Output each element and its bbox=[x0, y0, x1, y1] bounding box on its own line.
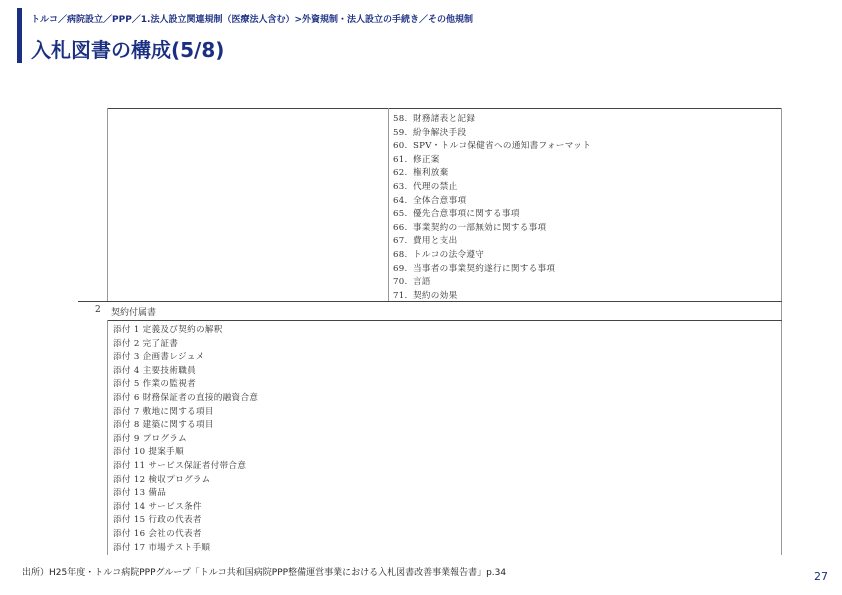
annex-item: 添付 8 建築に関する項目 bbox=[113, 420, 214, 431]
clause-text: 優先合意事項に関する事項 bbox=[413, 209, 520, 220]
annex-item: 添付 9 プログラム bbox=[113, 433, 188, 444]
annex-item: 添付 14 サービス条件 bbox=[113, 501, 202, 512]
clause-number: 61. bbox=[393, 154, 408, 165]
clause-text: 修正案 bbox=[413, 154, 440, 165]
annex-item: 添付 13 備品 bbox=[113, 488, 167, 499]
clause-number: 67. bbox=[393, 236, 408, 247]
annex-item: 添付 11 サービス保証者付帯合意 bbox=[113, 461, 247, 471]
clause-item bbox=[393, 234, 457, 246]
table-column-divider bbox=[388, 108, 389, 301]
clause-number: 70. bbox=[393, 277, 408, 288]
accent-bar bbox=[17, 8, 22, 63]
clause-text: 当事者の事業契約遂行に関する事項 bbox=[413, 263, 556, 274]
clause-number: 68. bbox=[393, 250, 408, 260]
clause-item bbox=[393, 126, 466, 138]
annex-item: 添付 15 行政の代表者 bbox=[113, 515, 202, 526]
clause-text: トルコの法令遵守 bbox=[413, 250, 485, 260]
clause-item bbox=[393, 166, 449, 178]
clause-text: SPV・トルコ保健省への通知書フォーマット bbox=[413, 141, 592, 152]
clause-text: 財務諸表と記録 bbox=[413, 114, 476, 124]
clause-item bbox=[393, 262, 555, 274]
clause-number: 65. bbox=[393, 209, 408, 220]
clause-text: 言語 bbox=[413, 277, 431, 288]
clause-number: 63. bbox=[393, 182, 408, 192]
clause-item bbox=[393, 289, 457, 301]
clause-number: 69. bbox=[393, 263, 408, 274]
clause-item bbox=[393, 194, 466, 206]
clause-number: 71. bbox=[393, 290, 408, 301]
clause-number: 66. bbox=[393, 222, 408, 233]
clause-item bbox=[393, 248, 484, 260]
annex-item: 添付 17 市場テスト手順 bbox=[113, 542, 211, 553]
breadcrumb: トルコ／病院設立／PPP／1.法人設立関連規制（医療法人含む）>外資規制・法人設立の手続き／その他規制 bbox=[31, 15, 474, 25]
clause-item bbox=[393, 153, 440, 165]
clause-item bbox=[393, 221, 546, 233]
clause-text: 紛争解決手段 bbox=[413, 127, 467, 138]
annex-item: 添付 6 財務保証者の直接的融資合意 bbox=[113, 393, 259, 403]
annex-item: 添付 10 提案手順 bbox=[113, 447, 184, 458]
clause-number: 64. bbox=[393, 195, 408, 206]
annex-item: 添付 1 定義及び契約の解釈 bbox=[113, 325, 223, 335]
source-note: 出所）H25年度・トルコ病院PPPグループ「トルコ共和国病院PPP整備運営事業における入札図書改善事業報告書」p.34 bbox=[22, 568, 507, 578]
clause-number: 58. bbox=[393, 114, 408, 124]
clause-text: 代理の禁止 bbox=[413, 182, 458, 192]
clause-number: 60. bbox=[393, 141, 408, 152]
clause-item bbox=[393, 180, 457, 192]
clause-text: 権利放棄 bbox=[413, 168, 449, 179]
annex-rule bbox=[107, 320, 782, 321]
table-left-rule bbox=[107, 108, 108, 301]
annex-item: 添付 12 検収プログラム bbox=[113, 474, 211, 485]
table-top-rule bbox=[107, 108, 782, 109]
clause-item bbox=[393, 207, 520, 219]
annex-item: 添付 3 企画書レジュメ bbox=[113, 352, 205, 363]
page-title: 入札図書の構成(5/8) bbox=[31, 38, 225, 62]
table-right-rule bbox=[781, 108, 782, 555]
clause-text: 事業契約の一部無効に関する事項 bbox=[413, 222, 547, 233]
clause-text: 全体合意事項 bbox=[413, 195, 467, 206]
annex-item: 添付 7 敷地に関する項目 bbox=[113, 406, 214, 417]
clause-item bbox=[393, 139, 591, 151]
annex-item: 添付 5 作業の監視者 bbox=[113, 379, 196, 390]
clause-number: 59. bbox=[393, 127, 408, 138]
clause-text: 費用と支出 bbox=[413, 236, 458, 247]
annex-item: 添付 16 会社の代表者 bbox=[113, 529, 202, 539]
section-rule bbox=[78, 301, 782, 302]
clause-text: 契約の効果 bbox=[413, 290, 458, 301]
annex-item: 添付 2 完了証書 bbox=[113, 338, 179, 349]
page-number: 27 bbox=[814, 570, 828, 583]
clause-item bbox=[393, 112, 475, 124]
clause-item bbox=[393, 275, 431, 287]
annex-item: 添付 4 主要技術職員 bbox=[113, 365, 196, 376]
annex-left-rule bbox=[107, 320, 108, 555]
section-number: 2 bbox=[95, 305, 101, 315]
clause-number: 62. bbox=[393, 168, 408, 179]
section-label: 契約付属書 bbox=[111, 308, 157, 318]
